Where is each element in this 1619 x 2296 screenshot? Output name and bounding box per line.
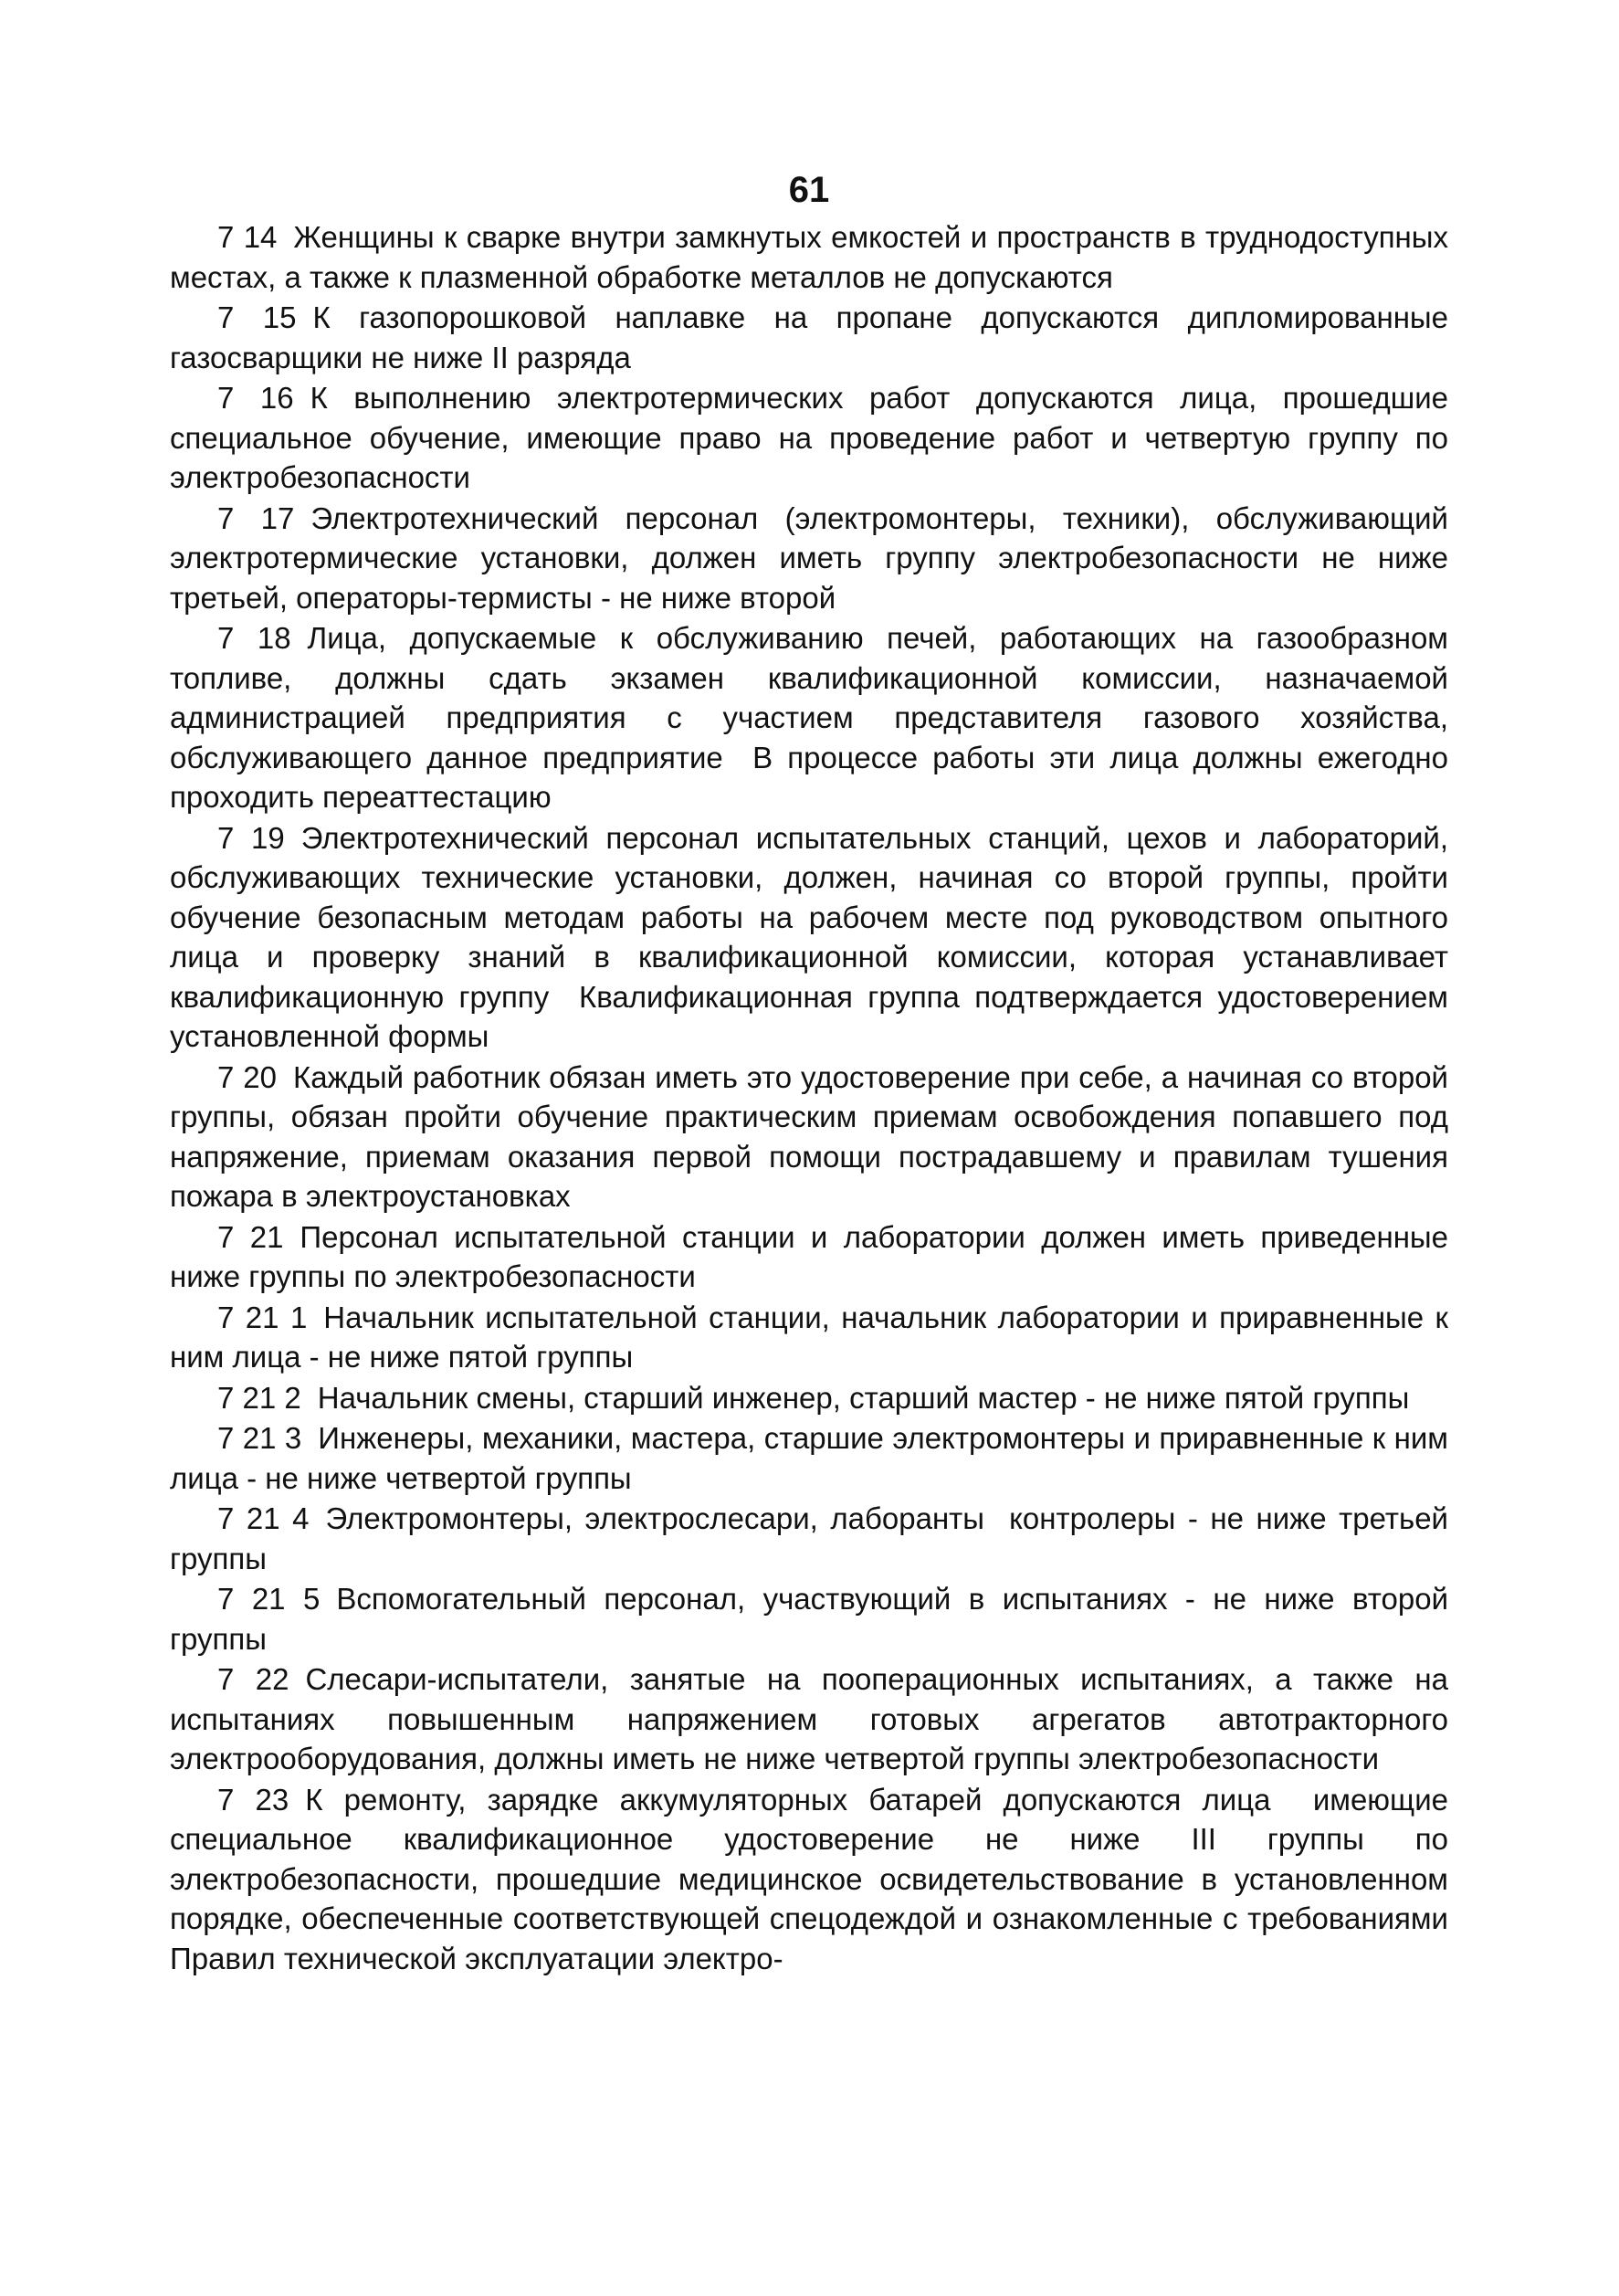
paragraph-text: Электротехнический персонал (электромонтеры, техники), обслуживающий электротермические установки, должен иметь группу электробезопасности не ниже третьей, операторы-термисты - не ниже второй xyxy=(170,500,1457,615)
paragraph-number: 7 21 xyxy=(217,1219,284,1254)
paragraph xyxy=(170,618,1457,817)
paragraph-text: К газопорошковой наплавке на пропане допускаются дипломированные газосварщики не ниже II разряда xyxy=(170,300,1457,374)
page-number: 61 xyxy=(788,170,830,210)
paragraph-number: 7 21 2 xyxy=(217,1380,301,1415)
paragraph-number: 7 16 xyxy=(217,381,294,415)
paragraph xyxy=(170,499,1457,618)
paragraph-number: 7 21 5 xyxy=(217,1582,321,1616)
paragraph-number: 7 22 xyxy=(217,1662,289,1696)
paragraph xyxy=(170,1499,1457,1578)
paragraph xyxy=(170,1780,1457,1979)
paragraph-text: Персонал испытательной станции и лаборатории должен иметь приведенные ниже группы по электробезопасности xyxy=(170,1219,1457,1293)
paragraph xyxy=(170,378,1457,498)
document-body xyxy=(170,217,1457,1978)
paragraph-number: 7 21 4 xyxy=(217,1501,310,1535)
paragraph-text: Вспомогательный персонал, участвующий в испытаниях - не ниже второй группы xyxy=(170,1582,1457,1656)
paragraph xyxy=(170,1659,1457,1779)
paragraph-text: Инженеры, механики, мастера, старшие электромонтеры и приравненные к ним лица - не ниже четвертой группы xyxy=(170,1421,1457,1495)
paragraph xyxy=(170,1579,1457,1659)
paragraph-text: К выполнению электротермических работ допускаются лица, прошедшие специальное обучение, имеющие право на проведение работ и четвертую группу по электробезопасности xyxy=(170,381,1457,494)
paragraph xyxy=(170,1217,1457,1297)
paragraph-number: 7 21 1 xyxy=(217,1300,308,1334)
paragraph-text: Каждый работник обязан иметь это удостоверение при себе, а начиная со второй группы, обязан пройти обучение практическим приемам освобождения попавшего под напряжение, приемам оказания первой помощи пострадавшему и правилам тушения пожара в электроустановках xyxy=(170,1059,1457,1213)
paragraph-number: 7 15 xyxy=(217,300,297,334)
paragraph xyxy=(170,298,1457,377)
paragraph-number: 7 21 3 xyxy=(217,1421,302,1455)
paragraph-text: Начальник испытательной станции, начальник лаборатории и приравненные к ним лица - не ниже пятой группы xyxy=(170,1300,1457,1374)
paragraph-number: 7 14 xyxy=(217,220,278,254)
paragraph-text: Электротехнический персонал испытательных станций, цехов и лабораторий, обслуживающих технические установки, должен, начиная со второй группы, пройти обучение безопасным методам работы на рабочем месте под руководством опытного лица и проверку знаний в квалификационной комиссии, которая устанавливает квалификационную группу Квалификационная группа подтверждается удостоверением установленной формы xyxy=(170,820,1457,1053)
paragraph-number: 7 17 xyxy=(217,500,295,535)
paragraph-number: 7 20 xyxy=(217,1059,277,1094)
paragraph-number: 7 23 xyxy=(217,1782,289,1817)
paragraph xyxy=(170,1378,1448,1418)
paragraph-text: К ремонту, зарядке аккумуляторных батарей допускаются лица имеющие специальное квалификационное удостоверение не ниже III группы по электробезопасности, прошедшие медицинское освидетельствование в установленном порядке, обеспеченные соответствующей спецодеждой и ознакомленные с требованиями Правил технической эксплуатации электро- xyxy=(170,1782,1457,1975)
paragraph-text: Электромонтеры, электрослесари, лаборанты контролеры - не ниже третьей группы xyxy=(170,1501,1457,1575)
paragraph-text: Начальник смены, старший инженер, старший мастер - не ниже пятой группы xyxy=(317,1380,1410,1415)
paragraph-number: 7 19 xyxy=(217,820,285,855)
paragraph-text: Слесари-испытатели, занятые на пооперационных испытаниях, а также на испытаниях повышенным напряжением готовых агрегатов автотракторного электрооборудования, должны иметь не ниже четвертой группы электробезопасности xyxy=(170,1662,1457,1775)
document-page xyxy=(170,170,1457,1979)
paragraph xyxy=(170,1418,1457,1498)
paragraph-number: 7 18 xyxy=(217,621,291,655)
paragraph xyxy=(170,818,1457,1057)
paragraph xyxy=(170,1298,1457,1377)
paragraph xyxy=(170,217,1457,297)
paragraph-text: Женщины к сварке внутри замкнутых емкостей и пространств в труднодоступных местах, а также к плазменной обработке металлов не допускаются xyxy=(170,220,1457,294)
paragraph xyxy=(170,1058,1457,1216)
paragraph-text: Лица, допускаемые к обслуживанию печей, работающих на газообразном топливе, должны сдать экзамен квалификационной комиссии, назначаемой администрацией предприятия с участием представителя газового хозяйства, обслуживающего данное предприятие В процессе работы эти лица должны ежегодно проходить переаттестацию xyxy=(170,621,1457,814)
